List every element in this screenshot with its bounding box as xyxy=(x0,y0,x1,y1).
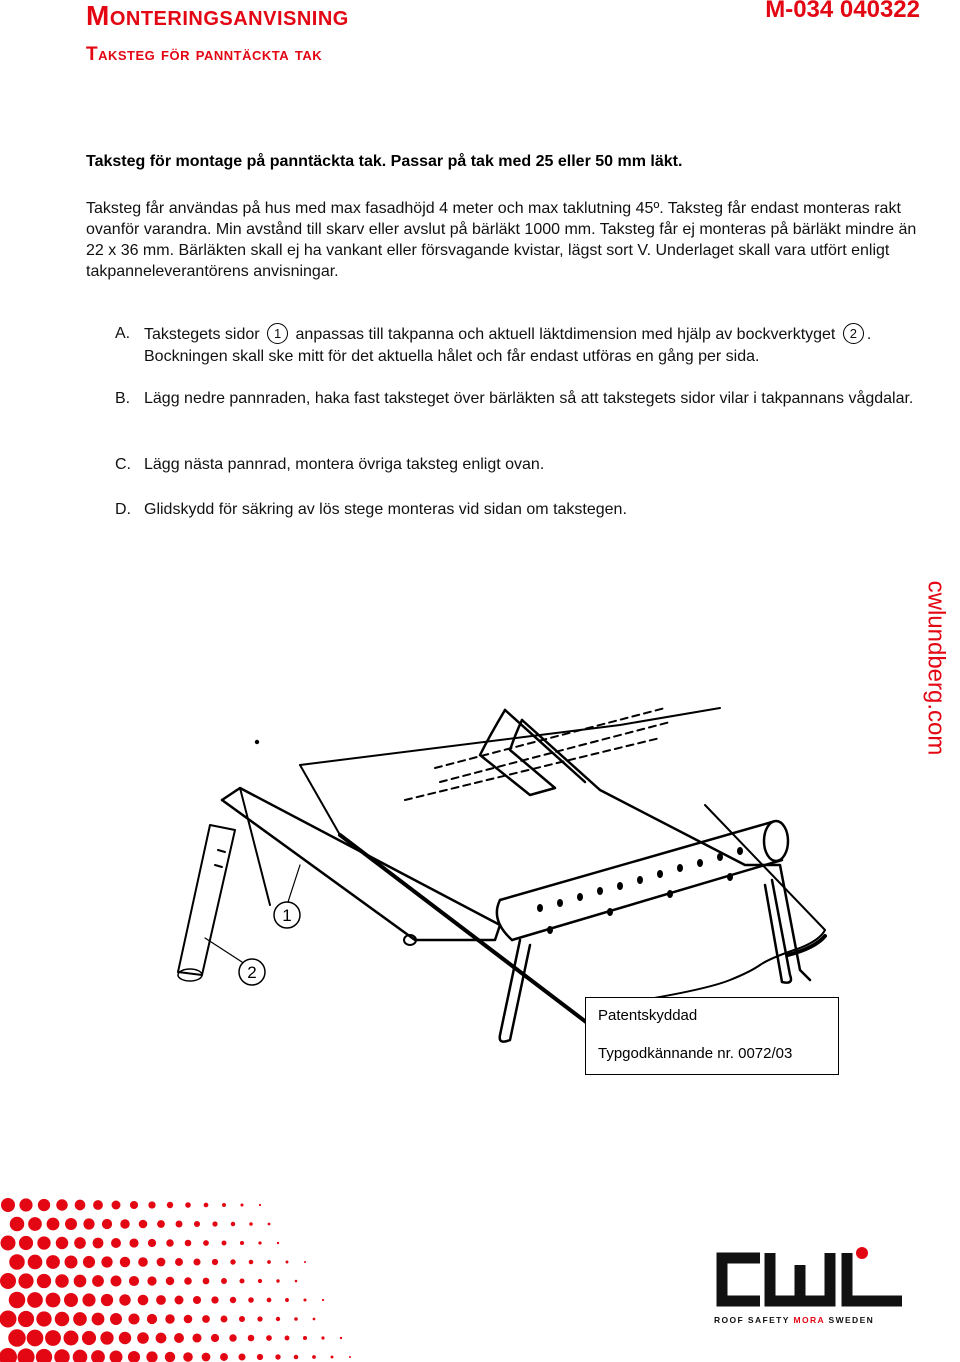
step-d-text: Glidskydd för säkring av lös stege monteras vid sidan om takstegen. xyxy=(144,501,627,518)
step-d xyxy=(115,499,935,521)
step-a-text-3: . Bockningen skall ske mitt för det aktuella hålet och får endast utföras en gång per sida. xyxy=(144,326,872,365)
step-a-letter: A. xyxy=(115,325,131,342)
step-a-text-1: Takstegets sidor xyxy=(144,326,260,343)
callout-2: 2 xyxy=(247,963,257,982)
approval-number: Typgodkännande nr. 0072/03 xyxy=(598,1045,793,1062)
step-c-text: Lägg nästa pannrad, montera övriga taksteg enligt ovan. xyxy=(144,456,545,473)
step-b-text: Lägg nedre pannraden, haka fast taksteget över bärläkten så att takstegets sidor vilar i takpannans vågdalar. xyxy=(144,390,914,407)
step-b-letter: B. xyxy=(115,390,131,407)
page-subtitle: Taksteg för panntäckta tak xyxy=(86,44,323,65)
patent-label: Patentskyddad xyxy=(598,1007,698,1024)
usage-paragraph: Taksteg får användas på hus med max fasadhöjd 4 meter och max taklutning 45º. Taksteg får endast monteras rakt ovanför varandra. Min avstånd till skarv eller avslut på bärläkt 1000 mm. Taksteg får ej monteras på bärläkt mindre än 22 x 36 mm. Bärläkten skall ej ha vankant eller försvagande kvistar, lägst sort V. Underlaget skall vara utfört enligt takpanneleverantörens anvisningar. xyxy=(86,200,917,280)
ref-1-circle: 1 xyxy=(267,323,288,344)
step-c-letter: C. xyxy=(115,456,131,473)
page-title: Monteringsanvisning xyxy=(86,0,349,31)
intro-text: Taksteg för montage på panntäckta tak. Passar på tak med 25 eller 50 mm läkt. xyxy=(86,153,683,170)
step-c xyxy=(115,454,935,476)
step-a-text-2: anpassas till takpanna och aktuell läktdimension med hjälp av bockverktyget xyxy=(295,326,836,343)
document-number: M-034 040322 xyxy=(765,0,920,23)
step-a xyxy=(115,323,935,368)
patent-box xyxy=(585,997,839,1075)
step-d-letter: D. xyxy=(115,501,131,518)
ref-2-circle: 2 xyxy=(843,323,864,344)
callout-1: 1 xyxy=(282,906,292,925)
decorative-dot-pattern xyxy=(0,1195,420,1362)
step-b xyxy=(115,388,935,410)
logo-tagline: ROOF SAFETY MORA SWEDEN xyxy=(714,1315,875,1325)
website-watermark: cwlundberg.com xyxy=(922,580,949,755)
